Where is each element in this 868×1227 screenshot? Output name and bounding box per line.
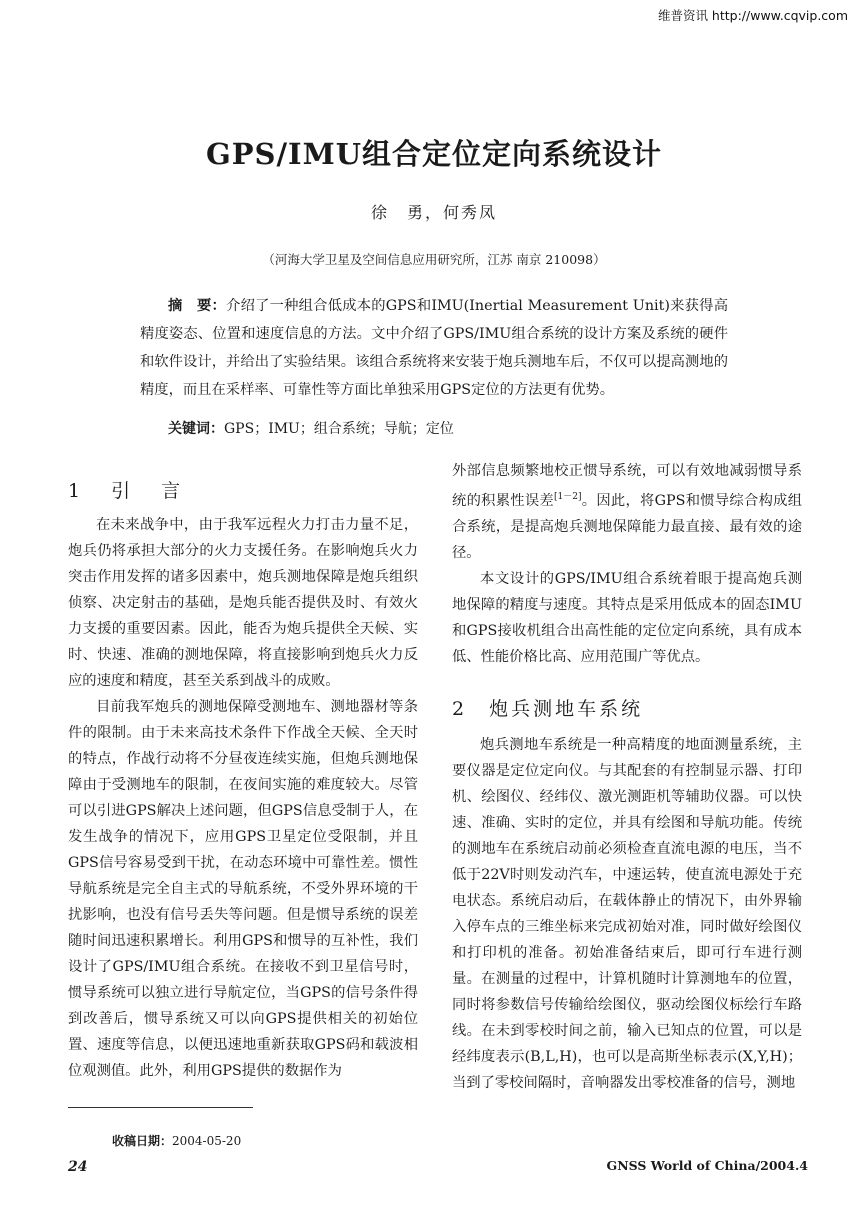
section1-body: [68, 512, 418, 1084]
affiliation: （河海大学卫星及空间信息应用研究所，江苏 南京 210098）: [262, 252, 606, 267]
section2-body: [452, 732, 802, 1096]
abstract: [140, 292, 728, 404]
received-date: [112, 1132, 241, 1149]
keywords-text: GPS；IMU；组合系统；导航；定位: [224, 421, 454, 437]
abstract-label: 摘 要：: [168, 298, 227, 314]
continuation-text-end: 。因此，将GPS和惯导综合构成组合系统，是提高炮兵测地保障能力最直接、最有效的途径。: [452, 492, 802, 561]
keywords: [168, 418, 454, 438]
paper-title: GPS/IMU组合定位定向系统设计: [205, 137, 663, 171]
design-paragraph: 本文设计的GPS/IMU组合系统着眼于提高炮兵测地保障的精度与速度。其特点是采用低成本的固态IMU和GPS接收机组合出高性能的定位定向系统，具有成本低、性能价格比高、应用范围广等优点。: [452, 570, 802, 665]
citation: [1－2]: [554, 492, 582, 502]
section1-paragraph: 目前我军炮兵的测地保障受测地车、测地器材等条件的限制。由于未来高技术条件下作战全天候、全天时的特点，作战行动将不分昼夜连续实施，但炮兵测地保障由于受测地车的限制，在夜间实施的难度较大。尽管可以引进GPS解决上述问题，但GPS信息受制于人，在发生战争的情况下，应用GPS卫星定位受限制，并且GPS信号容易受到干扰，在动态环境中可靠性差。惯性导航系统是完全自主式的导航系统，不受外界环境的干扰影响，也没有信号丢失等问题。但是惯导系统的误差随时间迅速积累增长。利用GPS和惯导的互补性，我们设计了GPS/IMU组合系统。在接收不到卫星信号时，惯导系统可以独立进行导航定位，当GPS的信号条件得到改善后，惯导系统又可以向GPS提供相关的初始位置、速度等信息，以便迅速地重新获取GPS码和载波相位观测值。此外，利用GPS提供的数据作为: [68, 699, 418, 1079]
footnote-rule: [68, 1107, 253, 1108]
section2-paragraph: 炮兵测地车系统是一种高精度的地面测量系统，主要仪器是定位定向仪。与其配套的有控制显示器、打印机、绘图仪、经纬仪、激光测距机等辅助仪器。可以快速、准确、实时的定位，并具有绘图和导航功能。传统的测地车在系统启动前必须检查直流电源的电压，当不低于22V时则发动汽车，中速运转，使直流电源处于充电状态。系统启动后，在载体静止的情况下，由外界输入停车点的三维坐标来完成初始对准，同时做好绘图仪和打印机的准备。初始准备结束后，即可行车进行测量。在测量的过程中，计算机随时计算测地车的位置，同时将参数信号传输给绘图仪，驱动绘图仪标绘行车路线。在未到零校时间之前，输入已知点的位置，可以是经纬度表示(B,L,H)，也可以是高斯坐标表示(X,Y,H)；当到了零校间隔时，音响器发出零校准备的信号，测地: [452, 737, 802, 1091]
received-label: 收稿日期：: [112, 1134, 173, 1148]
page-number: 24: [68, 1159, 88, 1175]
abstract-text: 介绍了一种组合低成本的GPS和IMU(Inertial Measurement Unit)来获得高精度姿态、位置和速度信息的方法。文中介绍了GPS/IMU组合系统的设计方案及系统的硬件和软件设计，并给出了实验结果。该组合系统将来安装于炮兵测地车后，不仅可以提高测地的精度，而且在采样率、可靠性等方面比单独采用GPS定位的方法更有优势。: [140, 298, 728, 398]
section1-paragraph: 在未来战争中，由于我军远程火力打击力量不足，炮兵仍将承担大部分的火力支援任务。在影响炮兵火力突击作用发挥的诸多因素中，炮兵测地保障是炮兵组织侦察、决定射击的基础，是炮兵能否提供及时、有效火力支援的重要因素。因此，能否为炮兵提供全天候、实时、快速、准确的测地保障，将直接影响到炮兵火力反应的速度和精度，甚至关系到战斗的成败。: [68, 517, 418, 689]
watermark: 维普资讯 http://www.cqvip.com: [657, 8, 848, 23]
received-value: 2004-05-20: [172, 1134, 242, 1148]
keywords-label: 关键词：: [168, 421, 224, 437]
section2-heading: 2 炮兵测地车系统: [452, 698, 644, 720]
journal-footer: GNSS World of China/2004.4: [606, 1158, 808, 1173]
section1-heading: 1 引 言: [68, 480, 187, 502]
continuation-paragraph: [452, 458, 802, 566]
column2-continuation: [452, 458, 802, 670]
authors: 徐 勇，何秀凤: [370, 203, 497, 222]
continuation-text: 外部信息频繁地校正惯导系统，可以有效地减弱惯导系统的积累性误差: [452, 463, 802, 509]
